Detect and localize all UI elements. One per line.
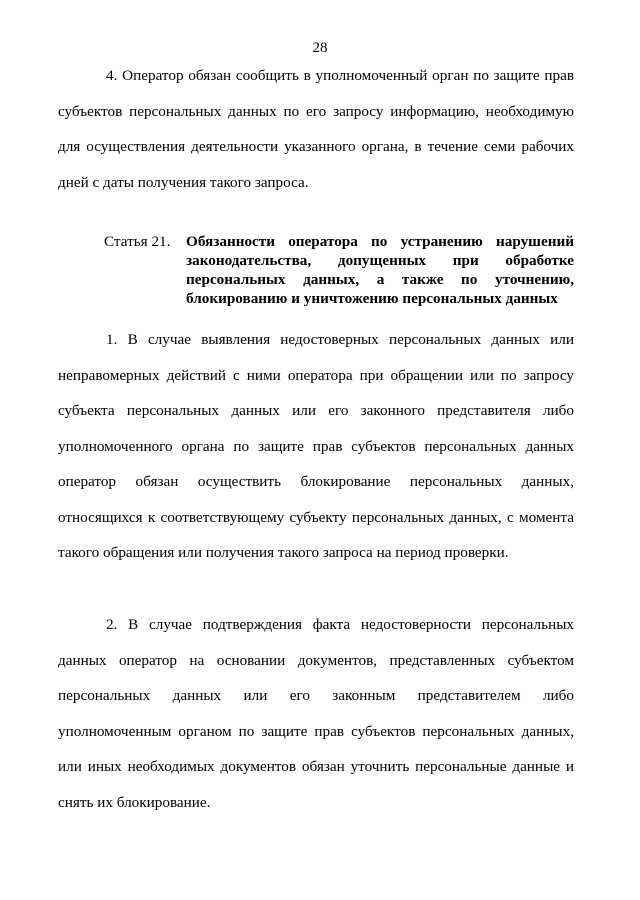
article-label: Статья 21.: [104, 233, 171, 250]
article-title: [186, 232, 574, 308]
paragraph-item-4: 4. Оператор обязан сообщить в уполномоченный орган по защите прав субъектов персональных данных по его запросу информацию, необходимую для осуществления деятельности указанного органа, в течение семи рабочих дней с даты получения такого запроса.: [58, 67, 574, 191]
page-number: 28: [312, 40, 328, 56]
paragraph-item-1: 1. В случае выявления недостоверных персональных данных или неправомерных действий с ними оператора при обращении или по запросу субъекта персональных данных или его законного представителя либо уполномоченного органа по защите прав субъектов персональных данных оператор обязан осуществить блокирование персональных данных, относящихся к соответствующему субъекту персональных данных, с момента такого обращения или получения такого запроса на период проверки.: [58, 331, 574, 561]
article-title-line: Обязанности оператора по устранению нарушений: [186, 233, 574, 250]
article-title-line: персональных данных, а также по уточнению,: [186, 271, 574, 288]
paragraph-item-2: 2. В случае подтверждения факта недостоверности персональных данных оператор на основании документов, представленных субъектом персональных данных или его законным представителем либо уполномоченным органом по защите прав субъектов персональных данных, или иных необходимых документов обязан уточнить персональные данные и снять их блокирование.: [58, 616, 574, 811]
article-title-line: блокированию и уничтожению персональных данных: [186, 290, 558, 307]
article-title-line: законодательства, допущенных при обработке: [186, 252, 574, 269]
